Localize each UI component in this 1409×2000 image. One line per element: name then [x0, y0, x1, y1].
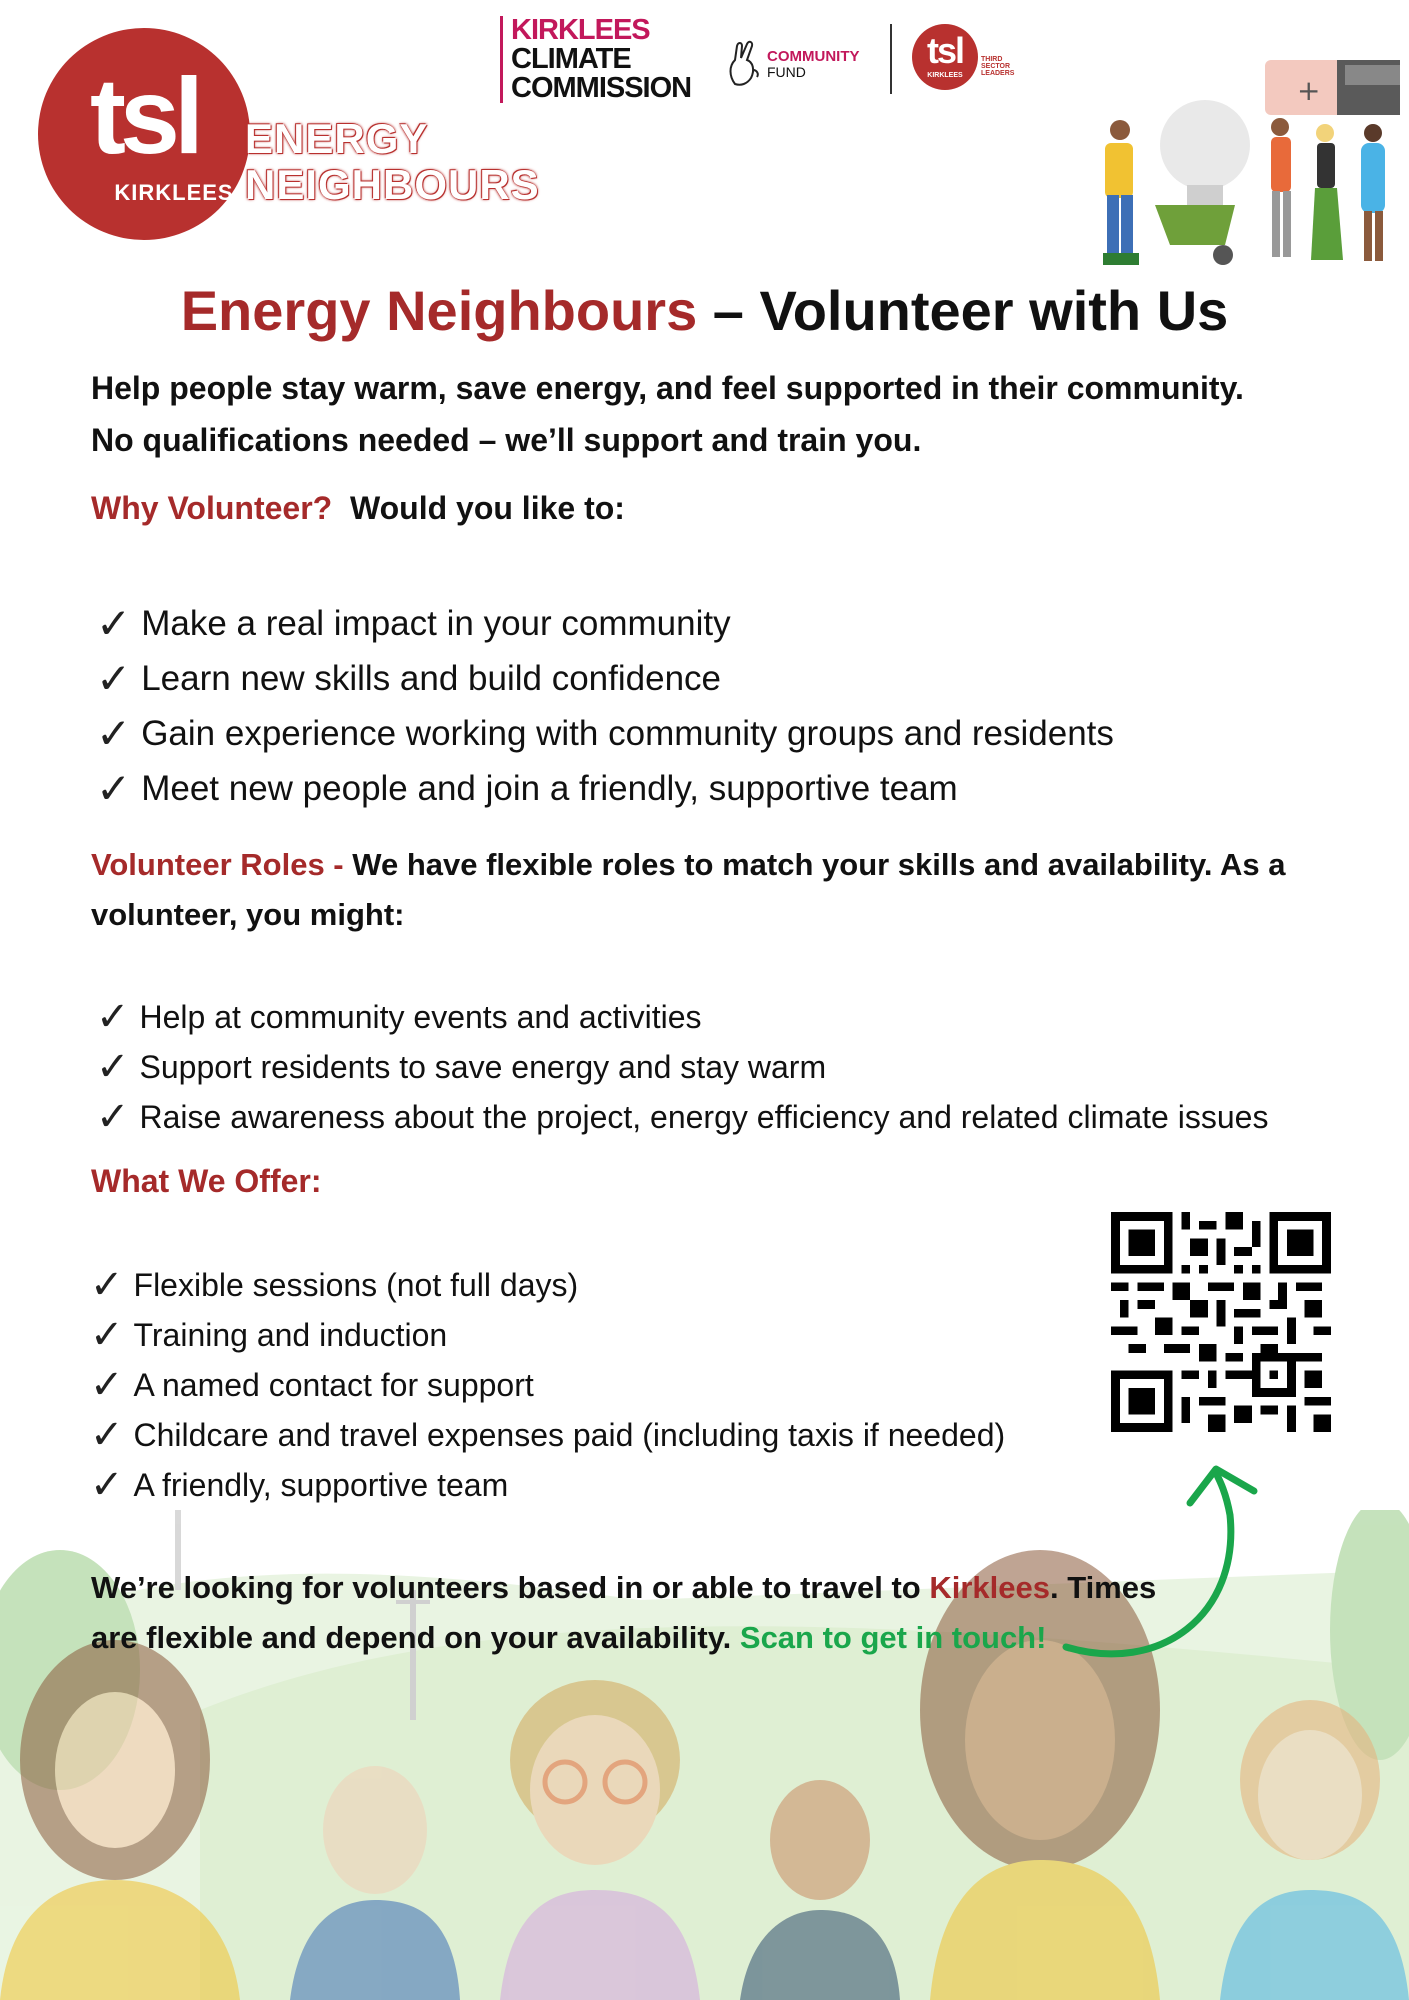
list-item — [90, 1310, 1005, 1360]
why-volunteer-subheading: Would you like to: — [349, 490, 625, 526]
closing-part-2: . Times — [1049, 1570, 1157, 1605]
check-icon: ✓ — [90, 1463, 124, 1507]
kirklees-climate-commission-logo — [500, 16, 691, 103]
why-volunteer-heading — [91, 490, 625, 527]
check-icon: ✓ — [96, 655, 132, 702]
tsl-side-line2: SECTOR — [981, 63, 1011, 70]
list-item — [96, 761, 1114, 816]
list-item-text: Support residents to save energy and stay warm — [139, 1049, 827, 1085]
list-item-text: Training and induction — [133, 1317, 448, 1353]
list-item — [90, 1360, 1005, 1410]
intro-line-2: No qualifications needed – we’ll support and train you. — [91, 422, 922, 458]
list-item-text: Gain experience working with community groups and residents — [141, 714, 1114, 753]
community-fund-logo — [723, 40, 860, 88]
arrow-to-qr-icon — [1050, 1455, 1290, 1675]
what-we-offer-heading: What We Offer: — [91, 1163, 322, 1199]
closing-part-1: We’re looking for volunteers based in or able to travel to — [91, 1570, 930, 1605]
volunteer-roles-list — [96, 992, 1268, 1142]
why-volunteer-list — [96, 596, 1114, 816]
volunteer-roles-intro — [91, 840, 1291, 940]
person-4 — [770, 1780, 870, 1900]
community-fund-line2: FUND — [767, 63, 806, 80]
list-item — [90, 1460, 1005, 1510]
check-icon: ✓ — [96, 765, 132, 812]
third-sector-leaders-text — [981, 56, 1014, 77]
tsl-small-text: tsl — [926, 30, 963, 71]
volunteer-roles-text-1: We have flexible roles to match your skills and availability. As a — [352, 847, 1286, 882]
tsl-logo-text: tsl — [89, 55, 199, 176]
check-icon: ✓ — [96, 995, 130, 1039]
list-item — [96, 1042, 1268, 1092]
list-item-text: Raise awareness about the project, energy efficiency and related climate issues — [139, 1099, 1269, 1135]
list-item — [96, 651, 1114, 706]
tsl-side-line1: THIRD — [981, 56, 1003, 63]
crossed-fingers-icon — [723, 40, 763, 88]
tsl-logo-kirklees: KIRKLEES — [114, 180, 234, 205]
closing-paragraph — [91, 1563, 1191, 1663]
svg-text:+: + — [1297, 74, 1321, 107]
why-volunteer-label: Why Volunteer? — [91, 490, 333, 526]
intro — [91, 362, 1244, 466]
title-volunteer-with-us: – Volunteer with Us — [697, 279, 1229, 342]
check-icon: ✓ — [90, 1263, 124, 1307]
list-item-text: Make a real impact in your community — [141, 604, 731, 643]
lightbulb-icon — [1160, 100, 1250, 190]
check-icon: ✓ — [96, 1095, 130, 1139]
page-title — [0, 280, 1409, 342]
closing-place: Kirklees — [929, 1570, 1050, 1605]
kcc-line3: COMMISSION — [511, 72, 692, 104]
list-item — [96, 992, 1268, 1042]
list-item-text: A named contact for support — [133, 1367, 534, 1403]
list-item — [96, 1092, 1268, 1142]
community-fund-line1: COMMUNITY — [767, 47, 860, 65]
list-item-text: Flexible sessions (not full days) — [133, 1267, 579, 1303]
title-energy-neighbours: Energy Neighbours — [180, 279, 698, 342]
kcc-line1: KIRKLEES — [511, 14, 650, 46]
check-icon: ✓ — [90, 1313, 124, 1357]
energy-neighbours-logo-line1: ENERGY — [245, 115, 429, 162]
tsl-kirklees-logo — [38, 28, 250, 240]
volunteer-roles-label: Volunteer Roles - — [91, 847, 344, 882]
scan-cta[interactable]: Scan to get in touch! — [739, 1620, 1047, 1655]
check-icon: ✓ — [90, 1363, 124, 1407]
header-illustration — [1075, 55, 1405, 275]
list-item-text: Childcare and travel expenses paid (including taxis if needed) — [133, 1417, 1006, 1453]
list-item-text: Help at community events and activities — [139, 999, 702, 1035]
tsl-third-sector-leaders-logo — [912, 24, 978, 90]
check-icon: ✓ — [96, 600, 132, 647]
energy-neighbours-logo-line2: NEIGHBOURS — [245, 161, 540, 208]
intro-line-1: Help people stay warm, save energy, and feel supported in their community. — [91, 370, 1244, 406]
person-2 — [323, 1766, 427, 1894]
volunteer-roles-text-2: volunteer, you might: — [91, 897, 405, 932]
list-item-text: Learn new skills and build confidence — [141, 659, 722, 698]
qr-code[interactable] — [1111, 1212, 1331, 1432]
wheelbarrow-icon — [1155, 205, 1235, 245]
check-icon: ✓ — [96, 710, 132, 757]
list-item — [96, 596, 1114, 651]
list-item — [96, 706, 1114, 761]
kcc-line2: CLIMATE — [511, 43, 631, 75]
list-item — [90, 1410, 1005, 1460]
check-icon: ✓ — [90, 1413, 124, 1457]
tsl-side-line3: LEADERS — [981, 70, 1015, 77]
tsl-small-kirklees: KIRKLEES — [927, 72, 963, 79]
logo-divider — [890, 24, 892, 94]
what-we-offer-list — [90, 1260, 1005, 1510]
list-item — [90, 1260, 1005, 1310]
list-item-text: A friendly, supportive team — [133, 1467, 509, 1503]
check-icon: ✓ — [96, 1045, 130, 1089]
closing-part-3: are flexible and depend on your availability. — [91, 1620, 740, 1655]
list-item-text: Meet new people and join a friendly, supportive team — [141, 769, 958, 808]
